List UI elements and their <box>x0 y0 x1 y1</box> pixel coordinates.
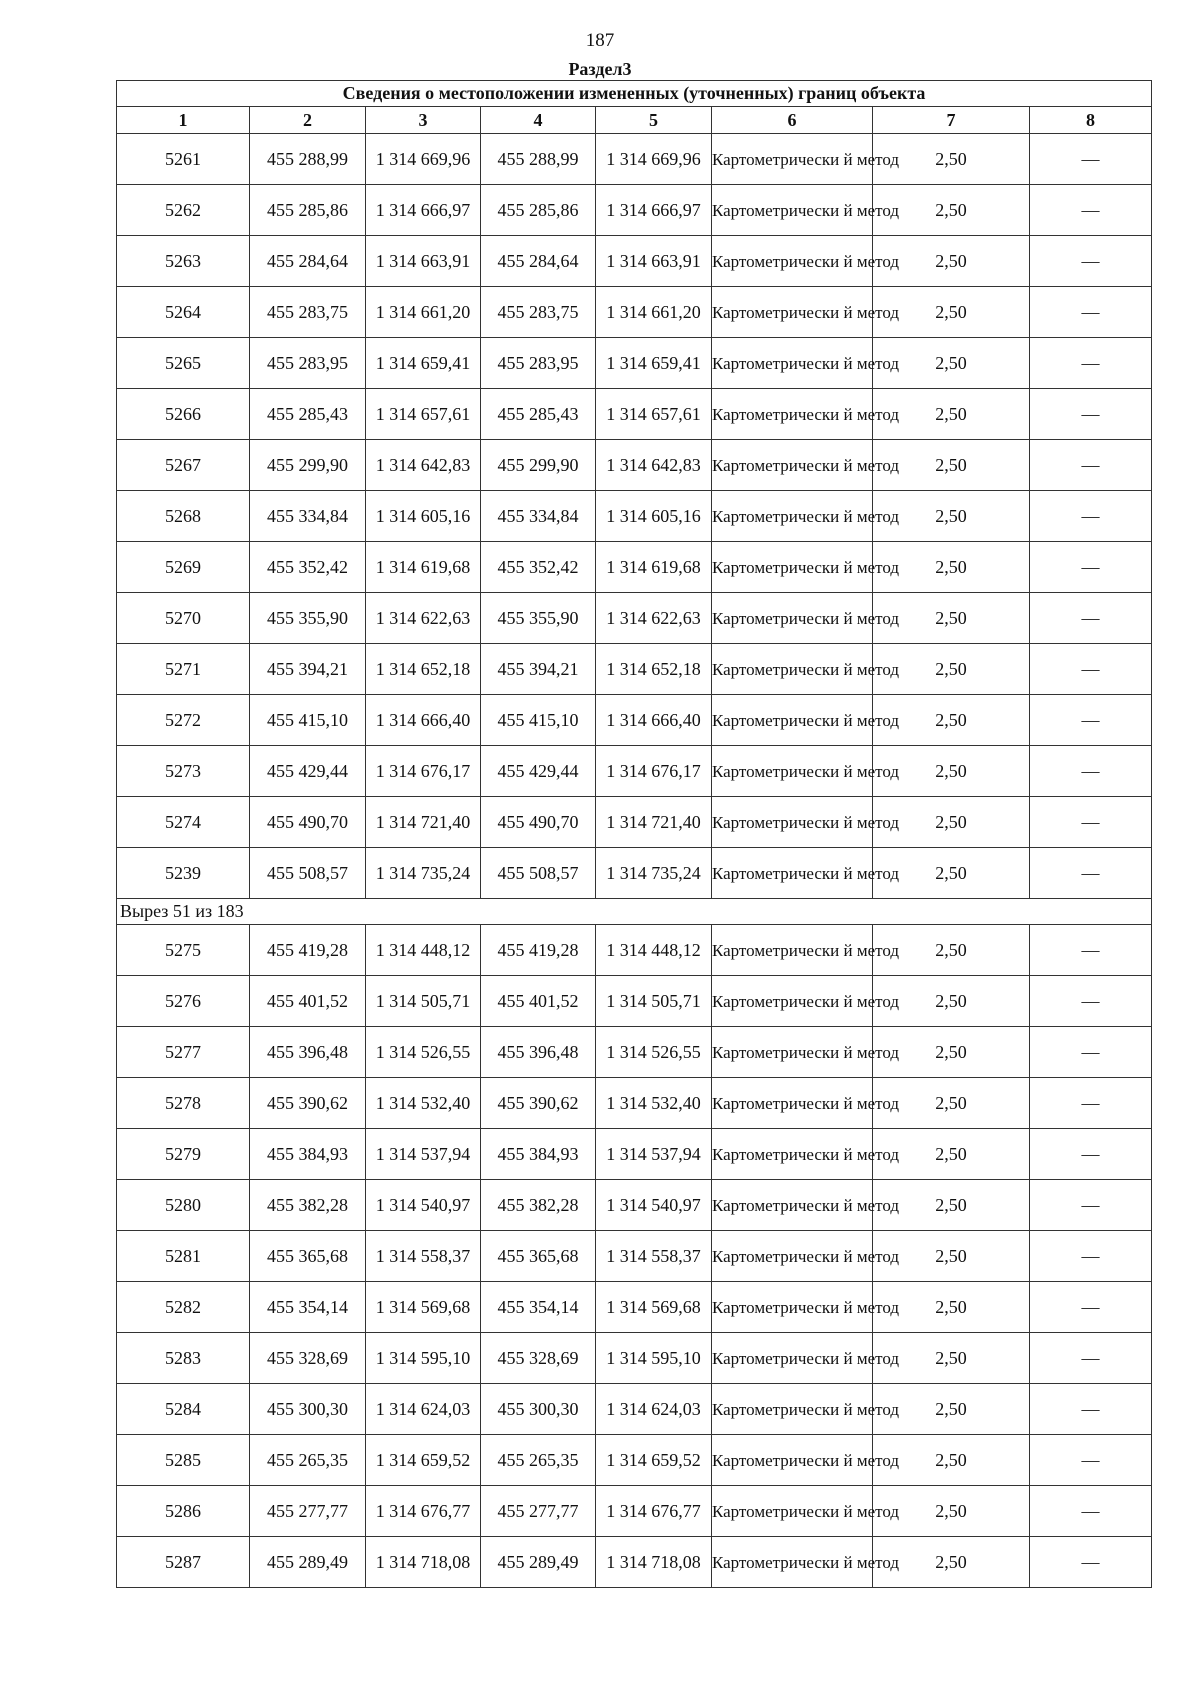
y-new-cell: 1 314 569,68 <box>596 1282 712 1333</box>
table-row <box>117 1333 1152 1384</box>
method-cell: Картометрически й метод <box>712 542 873 593</box>
description-cell: — <box>1030 1078 1152 1129</box>
y-new-cell: 1 314 532,40 <box>596 1078 712 1129</box>
precision-cell: 2,50 <box>873 440 1030 491</box>
method-cell: Картометрически й метод <box>712 925 873 976</box>
method-cell: Картометрически й метод <box>712 1333 873 1384</box>
point-number-cell: 5239 <box>117 848 250 899</box>
x-old-cell: 455 429,44 <box>250 746 366 797</box>
x-old-cell: 455 419,28 <box>250 925 366 976</box>
y-new-cell: 1 314 622,63 <box>596 593 712 644</box>
precision-cell: 2,50 <box>873 491 1030 542</box>
x-new-cell: 455 401,52 <box>481 976 596 1027</box>
x-new-cell: 455 285,86 <box>481 185 596 236</box>
precision-cell: 2,50 <box>873 593 1030 644</box>
precision-cell: 2,50 <box>873 287 1030 338</box>
x-new-cell: 455 285,43 <box>481 389 596 440</box>
column-header: 5 <box>596 107 712 134</box>
point-number-cell: 5276 <box>117 976 250 1027</box>
y-old-cell: 1 314 666,97 <box>366 185 481 236</box>
point-number-cell: 5287 <box>117 1537 250 1588</box>
method-cell: Картометрически й метод <box>712 976 873 1027</box>
y-new-cell: 1 314 595,10 <box>596 1333 712 1384</box>
method-cell: Картометрически й метод <box>712 236 873 287</box>
x-new-cell: 455 277,77 <box>481 1486 596 1537</box>
method-cell: Картометрически й метод <box>712 1027 873 1078</box>
precision-cell: 2,50 <box>873 236 1030 287</box>
description-cell: — <box>1030 287 1152 338</box>
table-body <box>117 81 1152 1588</box>
table-row <box>117 1180 1152 1231</box>
y-old-cell: 1 314 540,97 <box>366 1180 481 1231</box>
x-new-cell: 455 355,90 <box>481 593 596 644</box>
x-new-cell: 455 354,14 <box>481 1282 596 1333</box>
y-new-cell: 1 314 558,37 <box>596 1231 712 1282</box>
y-old-cell: 1 314 663,91 <box>366 236 481 287</box>
precision-cell: 2,50 <box>873 1384 1030 1435</box>
precision-cell: 2,50 <box>873 1129 1030 1180</box>
x-old-cell: 455 384,93 <box>250 1129 366 1180</box>
description-cell: — <box>1030 644 1152 695</box>
y-old-cell: 1 314 718,08 <box>366 1537 481 1588</box>
table-row <box>117 644 1152 695</box>
x-old-cell: 455 394,21 <box>250 644 366 695</box>
column-header: 4 <box>481 107 596 134</box>
description-cell: — <box>1030 848 1152 899</box>
table-row <box>117 338 1152 389</box>
precision-cell: 2,50 <box>873 1078 1030 1129</box>
description-cell: — <box>1030 1282 1152 1333</box>
method-cell: Картометрически й метод <box>712 1129 873 1180</box>
description-cell: — <box>1030 1486 1152 1537</box>
x-new-cell: 455 490,70 <box>481 797 596 848</box>
x-old-cell: 455 284,64 <box>250 236 366 287</box>
method-cell: Картометрически й метод <box>712 1231 873 1282</box>
y-old-cell: 1 314 676,77 <box>366 1486 481 1537</box>
description-cell: — <box>1030 1129 1152 1180</box>
y-new-cell: 1 314 526,55 <box>596 1027 712 1078</box>
table-caption-row <box>117 81 1152 107</box>
method-cell: Картометрически й метод <box>712 1384 873 1435</box>
y-old-cell: 1 314 448,12 <box>366 925 481 976</box>
method-cell: Картометрически й метод <box>712 440 873 491</box>
precision-cell: 2,50 <box>873 134 1030 185</box>
y-old-cell: 1 314 532,40 <box>366 1078 481 1129</box>
y-old-cell: 1 314 642,83 <box>366 440 481 491</box>
method-cell: Картометрически й метод <box>712 746 873 797</box>
x-new-cell: 455 289,49 <box>481 1537 596 1588</box>
y-new-cell: 1 314 540,97 <box>596 1180 712 1231</box>
point-number-cell: 5272 <box>117 695 250 746</box>
description-cell: — <box>1030 797 1152 848</box>
description-cell: — <box>1030 976 1152 1027</box>
description-cell: — <box>1030 1384 1152 1435</box>
method-cell: Картометрически й метод <box>712 1435 873 1486</box>
description-cell: — <box>1030 1537 1152 1588</box>
y-old-cell: 1 314 622,63 <box>366 593 481 644</box>
y-old-cell: 1 314 659,41 <box>366 338 481 389</box>
y-old-cell: 1 314 676,17 <box>366 746 481 797</box>
x-old-cell: 455 415,10 <box>250 695 366 746</box>
precision-cell: 2,50 <box>873 1435 1030 1486</box>
x-new-cell: 455 288,99 <box>481 134 596 185</box>
description-cell: — <box>1030 695 1152 746</box>
point-number-cell: 5266 <box>117 389 250 440</box>
precision-cell: 2,50 <box>873 1282 1030 1333</box>
y-old-cell: 1 314 657,61 <box>366 389 481 440</box>
x-old-cell: 455 300,30 <box>250 1384 366 1435</box>
table-row <box>117 1027 1152 1078</box>
y-new-cell: 1 314 669,96 <box>596 134 712 185</box>
y-new-cell: 1 314 659,41 <box>596 338 712 389</box>
x-new-cell: 455 384,93 <box>481 1129 596 1180</box>
method-cell: Картометрически й метод <box>712 644 873 695</box>
precision-cell: 2,50 <box>873 338 1030 389</box>
table-row <box>117 1537 1152 1588</box>
y-old-cell: 1 314 505,71 <box>366 976 481 1027</box>
table-row <box>117 542 1152 593</box>
x-old-cell: 455 285,86 <box>250 185 366 236</box>
table-row <box>117 1435 1152 1486</box>
description-cell: — <box>1030 1180 1152 1231</box>
y-new-cell: 1 314 735,24 <box>596 848 712 899</box>
x-old-cell: 455 334,84 <box>250 491 366 542</box>
y-new-cell: 1 314 659,52 <box>596 1435 712 1486</box>
point-number-cell: 5275 <box>117 925 250 976</box>
table-row <box>117 1282 1152 1333</box>
point-number-cell: 5278 <box>117 1078 250 1129</box>
table-row <box>117 925 1152 976</box>
description-cell: — <box>1030 440 1152 491</box>
x-new-cell: 455 283,95 <box>481 338 596 389</box>
x-new-cell: 455 382,28 <box>481 1180 596 1231</box>
point-number-cell: 5273 <box>117 746 250 797</box>
y-old-cell: 1 314 666,40 <box>366 695 481 746</box>
point-number-cell: 5286 <box>117 1486 250 1537</box>
description-cell: — <box>1030 1333 1152 1384</box>
x-old-cell: 455 283,75 <box>250 287 366 338</box>
x-old-cell: 455 352,42 <box>250 542 366 593</box>
description-cell: — <box>1030 1435 1152 1486</box>
precision-cell: 2,50 <box>873 1486 1030 1537</box>
column-header: 1 <box>117 107 250 134</box>
y-new-cell: 1 314 718,08 <box>596 1537 712 1588</box>
description-cell: — <box>1030 134 1152 185</box>
table-row <box>117 1129 1152 1180</box>
method-cell: Картометрически й метод <box>712 1537 873 1588</box>
y-new-cell: 1 314 448,12 <box>596 925 712 976</box>
table-row <box>117 695 1152 746</box>
boundary-coordinates-table <box>116 80 1152 1588</box>
y-old-cell: 1 314 721,40 <box>366 797 481 848</box>
precision-cell: 2,50 <box>873 1537 1030 1588</box>
cut-label-row <box>117 899 1152 925</box>
precision-cell: 2,50 <box>873 976 1030 1027</box>
description-cell: — <box>1030 542 1152 593</box>
method-cell: Картометрически й метод <box>712 185 873 236</box>
method-cell: Картометрически й метод <box>712 491 873 542</box>
y-old-cell: 1 314 619,68 <box>366 542 481 593</box>
y-new-cell: 1 314 676,77 <box>596 1486 712 1537</box>
cut-label: Вырез 51 из 183 <box>117 899 1152 925</box>
y-old-cell: 1 314 537,94 <box>366 1129 481 1180</box>
description-cell: — <box>1030 185 1152 236</box>
y-new-cell: 1 314 661,20 <box>596 287 712 338</box>
precision-cell: 2,50 <box>873 1333 1030 1384</box>
y-old-cell: 1 314 595,10 <box>366 1333 481 1384</box>
method-cell: Картометрически й метод <box>712 287 873 338</box>
y-old-cell: 1 314 652,18 <box>366 644 481 695</box>
description-cell: — <box>1030 236 1152 287</box>
point-number-cell: 5263 <box>117 236 250 287</box>
x-new-cell: 455 299,90 <box>481 440 596 491</box>
x-new-cell: 455 334,84 <box>481 491 596 542</box>
table-row <box>117 1078 1152 1129</box>
x-new-cell: 455 419,28 <box>481 925 596 976</box>
description-cell: — <box>1030 1231 1152 1282</box>
point-number-cell: 5264 <box>117 287 250 338</box>
point-number-cell: 5262 <box>117 185 250 236</box>
table-row <box>117 134 1152 185</box>
y-new-cell: 1 314 642,83 <box>596 440 712 491</box>
description-cell: — <box>1030 1027 1152 1078</box>
column-header: 3 <box>366 107 481 134</box>
table-row <box>117 491 1152 542</box>
precision-cell: 2,50 <box>873 644 1030 695</box>
x-old-cell: 455 289,49 <box>250 1537 366 1588</box>
table-row <box>117 440 1152 491</box>
x-new-cell: 455 394,21 <box>481 644 596 695</box>
table-caption: Сведения о местоположении измененных (уточненных) границ объекта <box>117 81 1152 107</box>
point-number-cell: 5265 <box>117 338 250 389</box>
x-old-cell: 455 508,57 <box>250 848 366 899</box>
point-number-cell: 5283 <box>117 1333 250 1384</box>
table-row <box>117 1384 1152 1435</box>
y-old-cell: 1 314 624,03 <box>366 1384 481 1435</box>
section-title: Раздел3 <box>568 59 632 79</box>
method-cell: Картометрически й метод <box>712 1486 873 1537</box>
x-new-cell: 455 365,68 <box>481 1231 596 1282</box>
y-new-cell: 1 314 619,68 <box>596 542 712 593</box>
description-cell: — <box>1030 338 1152 389</box>
column-header: 7 <box>873 107 1030 134</box>
y-old-cell: 1 314 526,55 <box>366 1027 481 1078</box>
x-old-cell: 455 390,62 <box>250 1078 366 1129</box>
table-row <box>117 976 1152 1027</box>
description-cell: — <box>1030 389 1152 440</box>
x-new-cell: 455 265,35 <box>481 1435 596 1486</box>
point-number-cell: 5267 <box>117 440 250 491</box>
precision-cell: 2,50 <box>873 1027 1030 1078</box>
y-new-cell: 1 314 657,61 <box>596 389 712 440</box>
table-row <box>117 236 1152 287</box>
table-row <box>117 593 1152 644</box>
x-new-cell: 455 283,75 <box>481 287 596 338</box>
x-new-cell: 455 415,10 <box>481 695 596 746</box>
x-old-cell: 455 355,90 <box>250 593 366 644</box>
x-old-cell: 455 265,35 <box>250 1435 366 1486</box>
x-old-cell: 455 382,28 <box>250 1180 366 1231</box>
point-number-cell: 5270 <box>117 593 250 644</box>
x-new-cell: 455 284,64 <box>481 236 596 287</box>
x-old-cell: 455 490,70 <box>250 797 366 848</box>
y-old-cell: 1 314 669,96 <box>366 134 481 185</box>
method-cell: Картометрически й метод <box>712 134 873 185</box>
method-cell: Картометрически й метод <box>712 389 873 440</box>
y-new-cell: 1 314 663,91 <box>596 236 712 287</box>
column-header: 2 <box>250 107 366 134</box>
point-number-cell: 5282 <box>117 1282 250 1333</box>
x-new-cell: 455 300,30 <box>481 1384 596 1435</box>
method-cell: Картометрически й метод <box>712 1180 873 1231</box>
table-row <box>117 746 1152 797</box>
x-old-cell: 455 288,99 <box>250 134 366 185</box>
y-old-cell: 1 314 735,24 <box>366 848 481 899</box>
x-new-cell: 455 352,42 <box>481 542 596 593</box>
y-old-cell: 1 314 661,20 <box>366 287 481 338</box>
method-cell: Картометрически й метод <box>712 797 873 848</box>
x-old-cell: 455 277,77 <box>250 1486 366 1537</box>
point-number-cell: 5281 <box>117 1231 250 1282</box>
x-old-cell: 455 328,69 <box>250 1333 366 1384</box>
precision-cell: 2,50 <box>873 389 1030 440</box>
method-cell: Картометрически й метод <box>712 848 873 899</box>
point-number-cell: 5269 <box>117 542 250 593</box>
precision-cell: 2,50 <box>873 542 1030 593</box>
x-old-cell: 455 354,14 <box>250 1282 366 1333</box>
point-number-cell: 5279 <box>117 1129 250 1180</box>
precision-cell: 2,50 <box>873 1180 1030 1231</box>
description-cell: — <box>1030 925 1152 976</box>
table-row <box>117 287 1152 338</box>
y-new-cell: 1 314 624,03 <box>596 1384 712 1435</box>
column-number-row <box>117 107 1152 134</box>
y-new-cell: 1 314 676,17 <box>596 746 712 797</box>
precision-cell: 2,50 <box>873 797 1030 848</box>
precision-cell: 2,50 <box>873 1231 1030 1282</box>
description-cell: — <box>1030 491 1152 542</box>
point-number-cell: 5277 <box>117 1027 250 1078</box>
table-row <box>117 1486 1152 1537</box>
point-number-cell: 5268 <box>117 491 250 542</box>
x-new-cell: 455 390,62 <box>481 1078 596 1129</box>
x-old-cell: 455 401,52 <box>250 976 366 1027</box>
point-number-cell: 5271 <box>117 644 250 695</box>
description-cell: — <box>1030 593 1152 644</box>
y-new-cell: 1 314 505,71 <box>596 976 712 1027</box>
point-number-cell: 5285 <box>117 1435 250 1486</box>
column-header: 8 <box>1030 107 1152 134</box>
y-old-cell: 1 314 558,37 <box>366 1231 481 1282</box>
point-number-cell: 5280 <box>117 1180 250 1231</box>
y-new-cell: 1 314 652,18 <box>596 644 712 695</box>
precision-cell: 2,50 <box>873 925 1030 976</box>
method-cell: Картометрически й метод <box>712 593 873 644</box>
method-cell: Картометрически й метод <box>712 338 873 389</box>
point-number-cell: 5284 <box>117 1384 250 1435</box>
y-old-cell: 1 314 659,52 <box>366 1435 481 1486</box>
x-new-cell: 455 328,69 <box>481 1333 596 1384</box>
x-old-cell: 455 299,90 <box>250 440 366 491</box>
precision-cell: 2,50 <box>873 695 1030 746</box>
x-old-cell: 455 285,43 <box>250 389 366 440</box>
point-number-cell: 5261 <box>117 134 250 185</box>
y-new-cell: 1 314 666,40 <box>596 695 712 746</box>
precision-cell: 2,50 <box>873 746 1030 797</box>
y-old-cell: 1 314 605,16 <box>366 491 481 542</box>
page-number: 187 <box>585 30 615 51</box>
y-old-cell: 1 314 569,68 <box>366 1282 481 1333</box>
method-cell: Картометрически й метод <box>712 695 873 746</box>
x-old-cell: 455 365,68 <box>250 1231 366 1282</box>
x-new-cell: 455 396,48 <box>481 1027 596 1078</box>
x-new-cell: 455 508,57 <box>481 848 596 899</box>
description-cell: — <box>1030 746 1152 797</box>
table-row <box>117 389 1152 440</box>
table-row <box>117 185 1152 236</box>
point-number-cell: 5274 <box>117 797 250 848</box>
precision-cell: 2,50 <box>873 185 1030 236</box>
table-row <box>117 848 1152 899</box>
precision-cell: 2,50 <box>873 848 1030 899</box>
column-header: 6 <box>712 107 873 134</box>
y-new-cell: 1 314 537,94 <box>596 1129 712 1180</box>
y-new-cell: 1 314 605,16 <box>596 491 712 542</box>
table-row <box>117 797 1152 848</box>
x-new-cell: 455 429,44 <box>481 746 596 797</box>
y-new-cell: 1 314 721,40 <box>596 797 712 848</box>
x-old-cell: 455 396,48 <box>250 1027 366 1078</box>
x-old-cell: 455 283,95 <box>250 338 366 389</box>
table-row <box>117 1231 1152 1282</box>
method-cell: Картометрически й метод <box>712 1078 873 1129</box>
y-new-cell: 1 314 666,97 <box>596 185 712 236</box>
method-cell: Картометрически й метод <box>712 1282 873 1333</box>
